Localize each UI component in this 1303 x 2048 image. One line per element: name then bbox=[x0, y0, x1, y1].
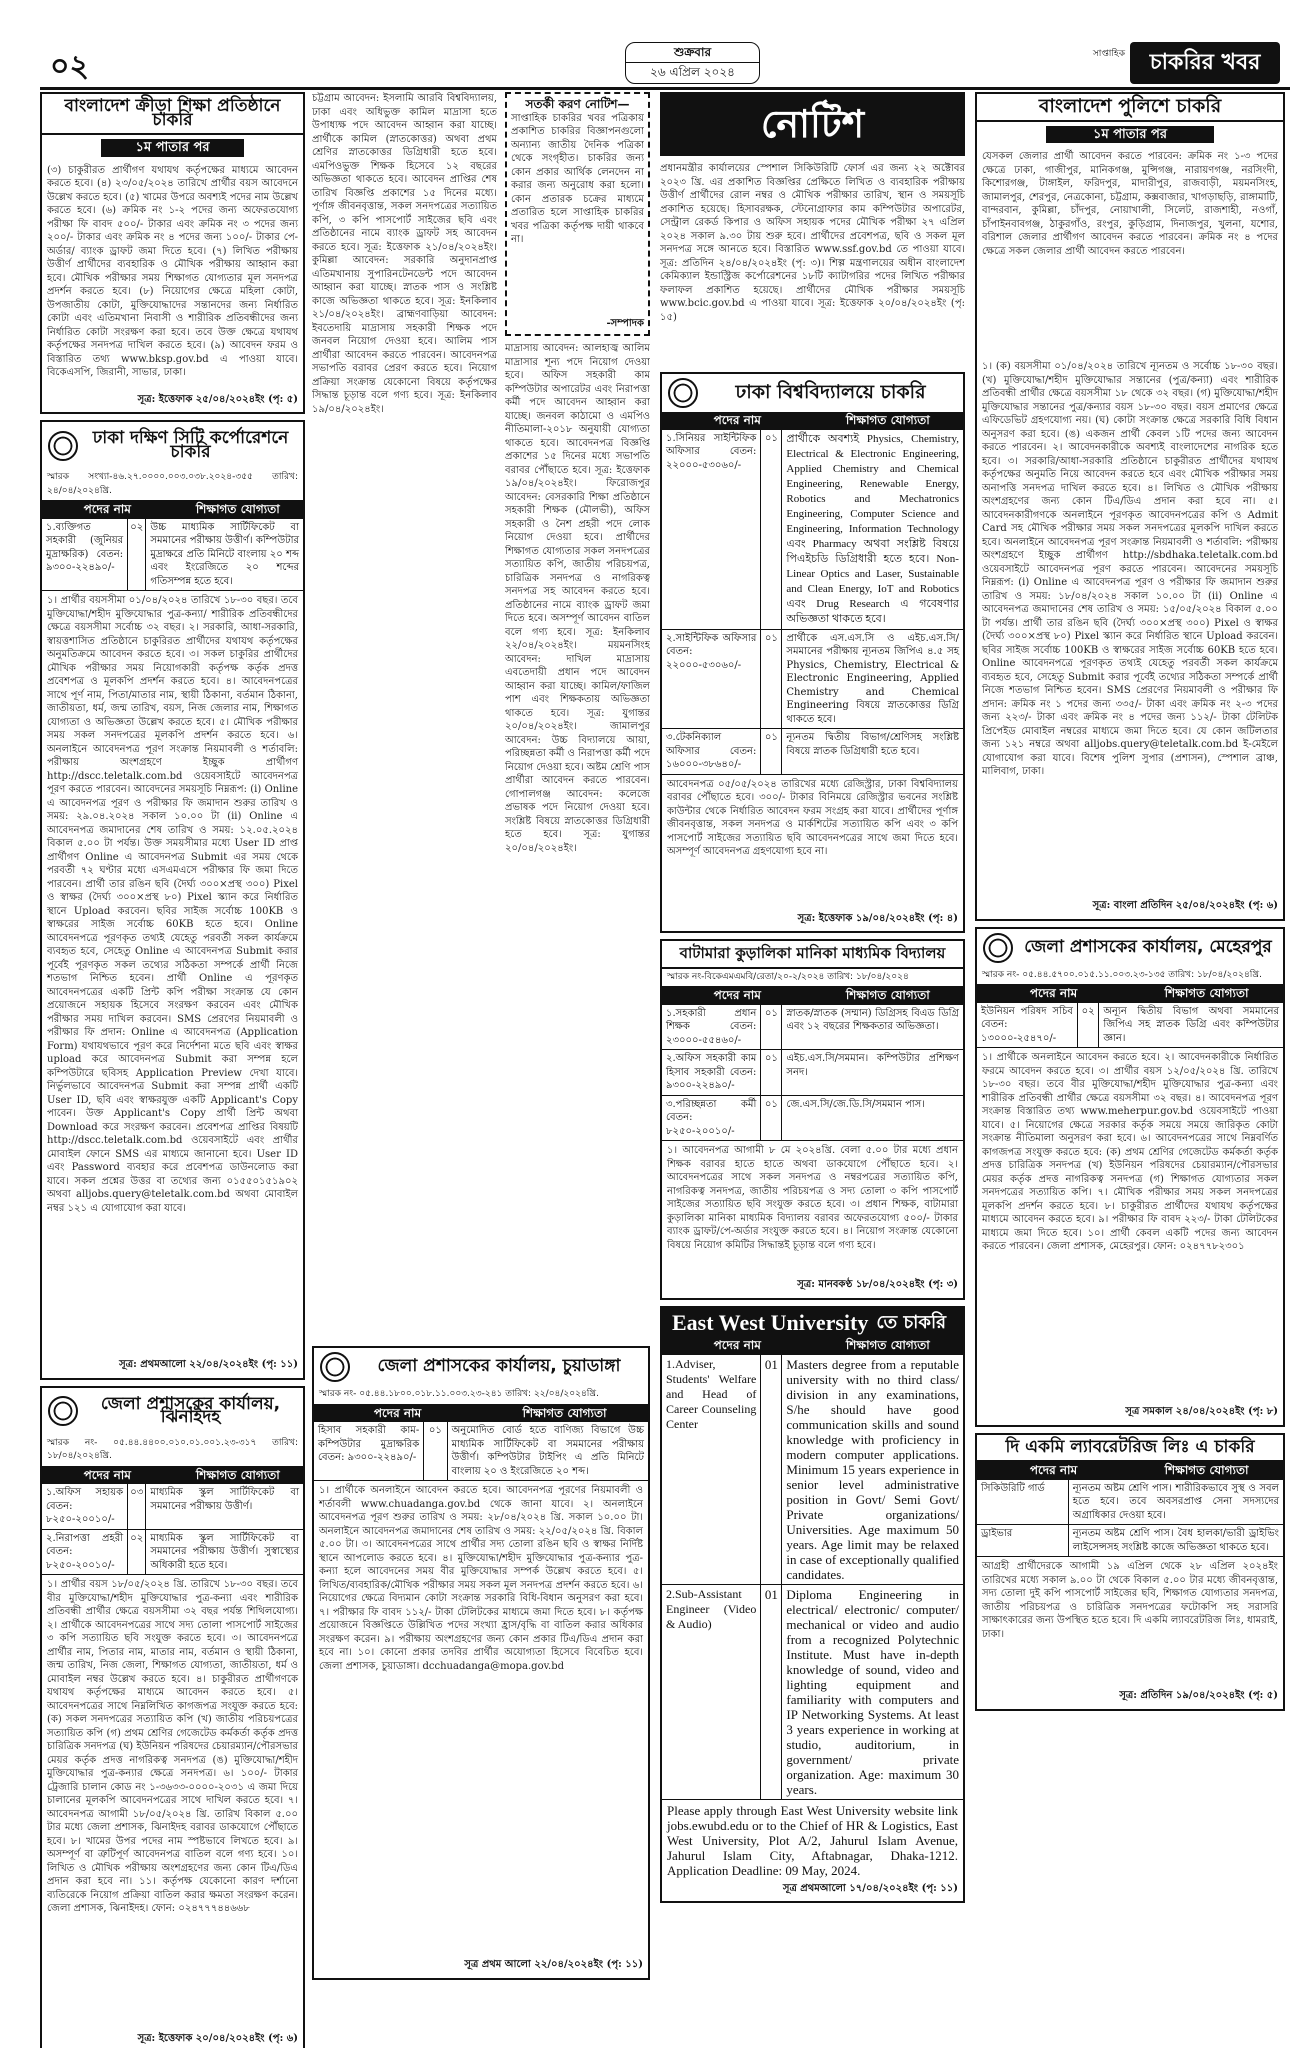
ad-header bbox=[42, 422, 303, 469]
th-qual: শিক্ষাগত যোগ্যতা bbox=[195, 502, 280, 516]
count-cell: ০১ bbox=[761, 1005, 782, 1050]
th-qual: শিক্ষাগত যোগ্যতা bbox=[845, 988, 930, 1002]
th-post: পদের নাম bbox=[713, 413, 761, 427]
count-cell: ০১ bbox=[761, 1096, 782, 1141]
table-row bbox=[977, 1525, 1283, 1557]
post-cell: ১.সিনিয়র সাইন্টিফিক অফিসার বেতন: ২২০০০-৫৩০৬০/- bbox=[662, 430, 761, 629]
post-cell: ড্রাইভার bbox=[977, 1525, 1069, 1556]
th-post: পদের নাম bbox=[83, 502, 131, 516]
table-header bbox=[662, 1337, 963, 1355]
count-cell: ০২ bbox=[128, 519, 146, 591]
ad-title: বাটামারা কুড়ালিকা মানিকা মাধ্যমিক বিদ্যালয় bbox=[662, 941, 963, 969]
acme-ad bbox=[975, 1433, 1285, 1711]
table-row bbox=[662, 630, 963, 730]
date-box bbox=[625, 42, 760, 84]
ad-body: আবেদনপত্র ০৫/০৫/২০২৪ তারিখের মধ্যে রেজিস্ট্রার, ঢাকা বিশ্ববিদ্যালয় বরাবর পৌঁছাতে হবে। ৩০০/- টাকার বিনিময়ে রেজিস্ট্রার ভবনের সংশ্লিষ্ট কাউন্টার থেকে নির্ধারিত আবেদন ফরম সংগ্রহ করা যাবে। প্রার্থীদের পূর্ণাঙ্গ জীবনবৃত্তান্ত, সকল সনদপত্র ও মার্কশিটের সত্যায়িত কপি এবং ৩ কপি পাসপোর্ট সাইজের সত্যায়িত ছবি আবেদনপত্রের সাথে জমা দিতে হবে। অসম্পূর্ণ আবেদনপত্র গ্রহণযোগ্য হবে না। bbox=[667, 778, 958, 857]
ad-title: জেলা প্রশাসকের কার্যালয়, ঝিনাইদহ bbox=[100, 1393, 281, 1427]
post-cell: ৩.পরিচ্ছন্নতা কর্মী বেতন: ৮২৫০-২০০১০/- bbox=[662, 1096, 761, 1141]
ewu-ad bbox=[660, 1306, 965, 1904]
ad-credit: সূত্র প্রথম আলো ২২/০৪/২০২৪ইং (পৃ: ১১) bbox=[464, 1959, 643, 1970]
day-label: শুক্রবার bbox=[626, 43, 759, 63]
ad-ref: স্মারক নং- ০৫.৪৪.৫৭০০.০১৫.১১.০০৩.২৩-১৩৫ তারিখ: ১৮/০৪/২০২৪খ্রি. bbox=[977, 967, 1283, 986]
table-header bbox=[662, 412, 963, 430]
table-row bbox=[662, 729, 963, 775]
bksp-ad bbox=[40, 92, 305, 414]
ad-credit: সূত্র: প্রথমআলো ২২/০৪/২০২৪ইং (পৃ: ১১) bbox=[119, 1359, 298, 1370]
th-post: পদের নাম bbox=[83, 1467, 131, 1482]
table-row bbox=[42, 1530, 303, 1576]
police-ad bbox=[975, 92, 1285, 921]
meherpur-ad bbox=[975, 927, 1285, 1427]
post-cell: ১.অফিস সহায়ক বেতন: ৮২৫০-২০০১০/- bbox=[42, 1484, 128, 1529]
school-ad bbox=[660, 939, 965, 1300]
ad-title: জেলা প্রশাসকের কার্যালয়, চুয়াডাঙ্গা bbox=[377, 1356, 621, 1377]
qual-cell: Diploma Engineering in electrical/ electronic/ computer/ mechanical or video and audio from a recognized Polytechnic Institute. Must have in-depth knowledge of sound, video and lighting equipment and familiarity with computers and IP Networking Systems. At least 3 years experience in working at studio, auditorium, in government/ private organization. Age: maximum 30 years. bbox=[786, 1586, 959, 1797]
table-row bbox=[662, 1585, 963, 1800]
count-cell: ০১ bbox=[761, 430, 782, 629]
th-qual: শিক্ষাগত যোগ্যতা bbox=[1164, 986, 1249, 1000]
th-post: পদের নাম bbox=[713, 1338, 761, 1352]
table-row bbox=[662, 1005, 963, 1051]
count-cell: ০২ bbox=[1078, 1003, 1099, 1048]
ad-title: জেলা প্রশাসকের কার্যালয়, মেহেরপুর bbox=[1024, 936, 1272, 957]
count-cell: ০৩ bbox=[128, 1484, 146, 1529]
ad-credit: সূত্র প্রথমআলো ১৭/০৪/২০২৪ইং (পৃ: ১১) bbox=[782, 1882, 958, 1894]
count-cell: 01 bbox=[761, 1355, 782, 1584]
ad-subtitle: ১ম পাতার পর bbox=[101, 139, 245, 157]
ad-title: দি একমি ল্যাবরেটরিজ লিঃ এ চাকরি bbox=[977, 1435, 1283, 1463]
count-cell: 01 bbox=[761, 1585, 782, 1799]
table-header bbox=[977, 985, 1283, 1003]
seal-icon bbox=[983, 933, 1013, 963]
qual-cell: প্রার্থীকে অবশ্যই Physics, Chemistry, Electrical & Electronic Engineering, Applied Chemistry and Chemical Engineering, Renewable Energy, Robotics and Mechatronics Engineering, Computer Science and Engineering, Information Technology এবং Pharmacy অথবা সংশ্লিষ্ট বিষয়ে পিএইচডি ডিগ্রিধারী হতে হবে। Non-Linear Optics and Laser, Sustainable and Clean Energy, IoT and Robotics এবং Drug Research এ গবেষণার অভিজ্ঞতা থাকতে হবে। bbox=[786, 432, 959, 625]
warning-notice bbox=[505, 92, 650, 336]
ad-credit: সূত্র: ইত্তেফাক ২৫/০৪/২০২৪ইং (পৃ: ৫) bbox=[137, 393, 298, 405]
count-cell: ০১ bbox=[761, 630, 782, 729]
qual-cell: অনুমোদিত বোর্ড হতে বাণিজ্য বিভাগে উচ্চ মাধ্যমিক সার্টিফিকেট বা সমমানের পরীক্ষায় উত্তীর্ণ। কম্পিউটার টাইপিং এ প্রতি মিনিটে বাংলায় ২০ ও ইংরেজিতে ২০ শব্দ। bbox=[451, 1425, 644, 1477]
table-row bbox=[314, 1422, 648, 1481]
post-cell: 2.Sub-Assistant Engineer (Video & Audio) bbox=[662, 1585, 761, 1799]
column-5 bbox=[975, 92, 1285, 1717]
count-cell: ০১ bbox=[761, 729, 782, 774]
chuadanga-column bbox=[312, 1346, 650, 1986]
ad-credit: সূত্র: মানবকণ্ঠ ১৮/০৪/২০২৪ইং (পৃ: ৩) bbox=[797, 1279, 958, 1290]
seal-icon bbox=[320, 1352, 350, 1382]
ad-body: ১। আবেদনপত্র আগামী ৮ মে ২০২৪খ্রি. বেলা ৫.০০ টার মধ্যে প্রধান শিক্ষক বরাবর হাতে হাতে অথবা ডাকযোগে পৌঁছাতে হবে। ২। আবেদনপত্রের সাথে সকল সনদপত্র ও নম্বরপত্রের সত্যায়িত কপি, নাগরিকত্ব সনদপত্র, জাতীয় পরিচয়পত্র ও সদ্য তোলা ৩ কপি পাসপোর্ট সাইজের সত্যায়িত ছবি সংযুক্ত করতে হবে। ৩। প্রধান শিক্ষক, বাটামারা কুড়ালিকা মানিকা মাধ্যমিক বিদ্যালয় বরাবর অফেরতযোগ্য ৫০০/- টাকার ব্যাংক ড্রাফট/পে-অর্ডার সংযুক্ত করতে হবে। ৪। নিয়োগ সংক্রান্ত যেকোনো বিষয়ে নিয়োগ কমিটির সিদ্ধান্তই চূড়ান্ত বলে গণ্য হবে। bbox=[667, 1145, 958, 1251]
qual-cell: জে.এস.সি/জে.ডি.সি/সমমান পাস। bbox=[786, 1098, 925, 1110]
editor-sign: -সম্পাদক bbox=[606, 317, 644, 329]
th-qual: শিক্ষাগত যোগ্যতা bbox=[195, 1467, 280, 1482]
ad-body: ১। প্রার্থীকে অনলাইনে আবেদন করতে হবে। ২। আবেদনকারীকে নির্ধারিত ফরমে আবেদন করতে হবে। ৩। প্রার্থীর বয়স ১২/০৫/২০২৪ খ্রি. তারিখে ১৮-৩০ বছর। তবে বীর মুক্তিযোদ্ধা/শহীদ মুক্তিযোদ্ধার পুত্র-কন্যা এবং শারীরিক প্রতিবন্ধী প্রার্থীর ক্ষেত্রে বয়সসীমা ৩২ বছর। ৪। আবেদনপত্র পূরণ সংক্রান্ত বিস্তারিত তথ্য www.meherpur.gov.bd ওয়েবসাইটে পাওয়া যাবে। ৫। নিয়োগের ক্ষেত্রে সরকার কর্তৃক সময়ে সময়ে জারিকৃত কোটা সংক্রান্ত নীতিমালা অনুসরণ করা হবে। ৬। আবেদনপত্রের সাথে নিম্নবর্ণিত কাগজপত্র সংযুক্ত করতে হবে: (ক) প্রথম শ্রেণির গেজেটেড কর্মকর্তা কর্তৃক প্রদত্ত চারিত্রিক সনদপত্র (খ) ইউনিয়ন পরিষদের চেয়ারম্যান/পৌরসভার মেয়র কর্তৃক প্রদত্ত নাগরিকত্ব সনদপত্র (গ) শিক্ষাগত যোগ্যতার সকল সনদপত্রের সত্যায়িত কপি। ৭। মৌখিক পরীক্ষার সময় সকল সনদপত্রের মূলকপি প্রদর্শন করতে হবে। ৮। চাকুরীরত প্রার্থীদের যথাযথ কর্তৃপক্ষের মাধ্যমে আবেদন করতে হবে। ৯। পরীক্ষার ফি বাবদ ২২৩/- টাকা টেলিটকের মাধ্যমে জমা দিতে হবে। ১০। প্রার্থী কেবল একটি পদের জন্য আবেদন করতে পারবেন। জেলা প্রশাসক, মেহেরপুর। ফোন: ০২৪৭৭৮২৩০১ bbox=[982, 1052, 1278, 1252]
qual-cell: স্নাতক/স্নাতক (সম্মান) ডিগ্রিসহ বিএড ডিগ্রি এবং ১২ বছরের শিক্ষকতার অভিজ্ঞতা। bbox=[786, 1007, 959, 1032]
qual-cell: ন্যূনতম অষ্টম শ্রেণি পাস। শারীরিকভাবে সুস্থ ও সবল হতে হবে। তবে অবসরপ্রাপ্ত সেনা সদস্যদের অগ্রাধিকার দেওয়া হবে। bbox=[1072, 1482, 1279, 1521]
warning-body: সাপ্তাহিক চাকরির খবর পত্রিকায় প্রকাশিত চাকরির বিজ্ঞাপনগুলো অন্যান্য জাতীয় দৈনিক পত্রিকা থেকে সংগৃহীত। চাকরির জন্য কোন প্রকার আর্থিক লেনদেন না করার জন্য অনুরোধ করা হলো। কোন প্রতারক চক্রের মাধ্যমে প্রতারিত হলে সাপ্তাহিক চাকরির খবর পত্রিকা কর্তৃপক্ষ দায়ী থাকবে না। bbox=[511, 112, 644, 245]
th-post: পদের নাম bbox=[1029, 986, 1078, 1000]
seal-icon bbox=[48, 1396, 78, 1426]
th-qual: শিক্ষাগত যোগ্যতা bbox=[845, 413, 930, 427]
post-cell: ২.অফিস সহকারী কাম হিসাব সহকারী বেতন: ৯৩০০-২২৪৯০/- bbox=[662, 1050, 761, 1095]
count-cell: ০১ bbox=[761, 1050, 782, 1095]
th-qual: শিক্ষাগত যোগ্যতা bbox=[1164, 1463, 1249, 1477]
ad-credit: সূত্র: ইত্তেফাক ১৯/০৪/২০২৪ইং (পৃ: ৪) bbox=[797, 912, 958, 924]
column-4 bbox=[660, 92, 965, 1909]
table-row bbox=[977, 1480, 1283, 1526]
ad-title: ঢাকা বিশ্ববিদ্যালয়ে চাকরি bbox=[735, 381, 926, 404]
qual-cell: Masters degree from a reputable university with no third class/ division in any examinations, S/he should have good communication skills and sound knowledge with proficiency in modern computer applications. Minimum 15 years experience in senior level administrative position in Govt/ Semi Govt/ Private organizations/ Universities. Age maximum 50 years. Age limit may be relaxed in case of exceptionally qualified candidates. bbox=[786, 1356, 959, 1582]
ad-title: East West University bbox=[672, 1309, 869, 1335]
post-cell: 1.Adviser, Students' Welfare and Head of Career Counseling Center bbox=[662, 1355, 761, 1584]
table-header bbox=[662, 987, 963, 1005]
date-label: ২৬ এপ্রিল ২০২৪ bbox=[650, 65, 735, 79]
count-cell: ০২ bbox=[128, 1530, 146, 1575]
th-post: পদের নাম bbox=[1029, 1463, 1078, 1477]
page-header bbox=[40, 40, 1290, 90]
post-cell: ১.সহকারী প্রধান শিক্ষক বেতন: ২৩০০০-৫৫৪৬০/- bbox=[662, 1005, 761, 1050]
ads-text: মাদ্রাসায় আবেদন: আলহাজ্ব আলিম মাদ্রাসার শূন্য পদে নিয়োগ দেওয়া হবে। অফিস সহকারী কাম কম্পিউটার অপারেটর এবং নিরাপত্তা কর্মী পদে আবেদন আহ্বান করা যাচ্ছে। জনবল কাঠামো ও এমপিও নীতিমালা-২০১৮ অনুযায়ী যোগ্যতা থাকতে হবে। আবেদনপত্র বিজ্ঞপ্তি প্রকাশের ১৫ দিনের মধ্যে সভাপতি বরাবর পৌঁছাতে হবে। সূত্র: ইত্তেফাক ১৯/০৪/২০২৪ইং। ফিরোজপুর আবেদন: বেসরকারি শিক্ষা প্রতিষ্ঠানে সহকারী শিক্ষক (মৌলভী), অফিস সহকারী ও নৈশ প্রহরী পদে লোক নিয়োগ দেওয়া হবে। প্রার্থীদের শিক্ষাগত যোগ্যতার সকল সনদপত্রের সত্যায়িত কপি, জাতীয় পরিচয়পত্র, চারিত্রিক সনদপত্র ও নাগরিকত্ব সনদপত্র সহ আবেদন করতে হবে। প্রতিষ্ঠানের নামে ব্যাংক ড্রাফট জমা দিতে হবে। অসম্পূর্ণ আবেদন বাতিল বলে গণ্য হবে। সূত্র: ইনকিলাব ২২/০৪/২০২৪ইং। ময়মনসিংহ আবেদন: দাখিল মাদ্রাসায় এবতেদায়ী প্রধান পদে আবেদন আহ্বান করা যাচ্ছে। কামিল/ফাজিল পাশ এবং শিক্ষকতায় অভিজ্ঞতা থাকতে হবে। সূত্র: যুগান্তর ২০/০৪/২০২৪ইং। জামালপুর আবেদন: উচ্চ বিদ্যালয়ে আয়া, পরিচ্ছন্নতা কর্মী ও নিরাপত্তা কর্মী পদে নিয়োগ দেওয়া হবে। অষ্টম শ্রেণি পাস প্রার্থীরা আবেদন করতে পারবেন। গোপালগঞ্জ আবেদন: কলেজে প্রভাষক পদে নিয়োগ দেওয়া হবে। সংশ্লিষ্ট বিষয়ে স্নাতকোত্তর ডিগ্রিধারী হতে হবে। সূত্র: যুগান্তর ২০/০৪/২০২৪ইং। bbox=[505, 343, 650, 854]
qual-cell: ন্যূনতম অষ্টম শ্রেণি পাস। বৈধ হালকা/ভারী ড্রাইভিং লাইসেন্সসহ সংশ্লিষ্ট কাজে অভিজ্ঞতা থাকতে হবে। bbox=[1072, 1528, 1279, 1553]
warning-title: সতর্কী করণ নোটিশ— bbox=[525, 97, 630, 111]
table-row bbox=[662, 1355, 963, 1585]
notice-body: প্রধানমন্ত্রীর কার্যালয়ের স্পেশাল সিকিউরিটি ফোর্স এর জন্য ২২ অক্টোবর ২০২৩ খ্রি. এর প্রকাশিত বিজ্ঞপ্তির প্রেক্ষিতে লিখিত ও ব্যবহারিক পরীক্ষায় উত্তীর্ণ প্রার্থীদের রোল নম্বর ও মৌখিক পরীক্ষার তারিখ, স্থান ও সময়সূচি প্রকাশিত হয়েছে। হিসাবরক্ষক, স্টেনোগ্রাফার কাম কম্পিউটার অপারেটর, সেন্ট্রাল রেকর্ড কিপার ও অফিস সহায়ক পদের মৌখিক পরীক্ষা ২৭ এপ্রিল ২০২৪ সকাল ৯.৩০ টায় শুরু হবে। প্রার্থীদের প্রবেশপত্র, ছবি ও সকল মূল সনদপত্র সঙ্গে আনতে হবে। বিস্তারিত www.ssf.gov.bd তে পাওয়া যাবে। সূত্র: প্রতিদিন ২৪/০৪/২০২৪ইং (পৃ: ৩)। শিল্প মন্ত্রণালয়ের অধীন বাংলাদেশ কেমিক্যাল ইন্ডাস্ট্রিজ কর্পোরেশনের ১৮টি ক্যাটাগরির পদের লিখিত পরীক্ষার ফলাফল প্রকাশিত হয়েছে। প্রার্থীদের মৌখিক পরীক্ষার সময়সূচি www.bcic.gov.bd এ পাওয়া যাবে। সূত্র: ইত্তেফাক ২০/০৪/২০২৪ইং (পৃ: ১৫) bbox=[660, 163, 965, 323]
ad-header bbox=[314, 1348, 648, 1386]
table-row bbox=[662, 1050, 963, 1096]
table-header bbox=[314, 1405, 648, 1423]
column-1 bbox=[40, 92, 305, 2048]
th-qual: শিক্ষাগত যোগ্যতা bbox=[522, 1405, 607, 1420]
table-header bbox=[42, 501, 303, 519]
masthead: চাকরির খবর bbox=[1130, 42, 1280, 84]
ad-credit: সূত্র: প্রতিদিন ১৯/০৪/২০২৪ইং (পৃ: ৫) bbox=[1119, 1690, 1278, 1701]
qual-cell: প্রার্থীকে এস.এস.সি ও এইচ.এস.সি/সমমানের পরীক্ষায় ন্যূনতম জিপিএ ৪.৫ সহ Physics, Chemistry, Electrical & Electronic Engineering, Applied Chemistry and Chemical Engineering বিষয়ে স্নাতকোত্তর ডিগ্রি থাকতে হবে। bbox=[786, 632, 959, 725]
ad-header bbox=[42, 1388, 303, 1435]
post-cell: সিকিউরিটি গার্ড bbox=[977, 1480, 1069, 1525]
th-qual: শিক্ষাগত যোগ্যতা bbox=[845, 1338, 930, 1352]
seal-icon bbox=[668, 378, 698, 408]
post-cell: ২.সাইন্টিফিক অফিসার বেতন: ২২০০০-৫৩০৬০/- bbox=[662, 630, 761, 729]
count-cell: ০১ bbox=[424, 1422, 447, 1480]
ad-body: ১। প্রার্থীর বয়স ১৮/০৫/২০২৪ খ্রি. তারিখে ১৮-৩০ বছর। তবে বীর মুক্তিযোদ্ধা/শহীদ মুক্তিযোদ্ধার পুত্র-কন্যা এবং শারীরিক প্রতিবন্ধী প্রার্থীর ক্ষেত্রে বয়সসীমা ৩২ বছর পর্যন্ত শিথিলযোগ্য। ২। প্রার্থীকে আবেদনপত্রের সাথে সদ্য তোলা পাসপোর্ট সাইজের ৩ কপি সত্যায়িত ছবি সংযুক্ত করতে হবে। ৩। আবেদনপত্রে প্রার্থীর নাম, পিতার নাম, মাতার নাম, বর্তমান ও স্থায়ী ঠিকানা, জন্ম তারিখ, নিজ জেলা, শিক্ষাগত যোগ্যতা, জাতীয়তা, ধর্ম ও মোবাইল নম্বর উল্লেখ করতে হবে। ৪। চাকুরীরত প্রার্থীগণকে যথাযথ কর্তৃপক্ষের মাধ্যমে আবেদন করতে হবে। ৫। আবেদনপত্রের সাথে নিম্নলিখিত কাগজপত্র সংযুক্ত করতে হবে: (ক) সকল সনদপত্রের সত্যায়িত কপি (খ) জাতীয় পরিচয়পত্রের সত্যায়িত কপি (গ) প্রথম শ্রেণির গেজেটেড কর্মকর্তা কর্তৃক প্রদত্ত চারিত্রিক সনদপত্র (ঘ) ইউনিয়ন পরিষদের চেয়ারম্যান/পৌরসভার মেয়র কর্তৃক প্রদত্ত নাগরিকত্ব সনদপত্র (ঙ) মুক্তিযোদ্ধা/শহীদ মুক্তিযোদ্ধার পুত্র-কন্যার ক্ষেত্রে সনদপত্র। ৬। ১০০/- টাকার ট্রেজারি চালান কোড নং ১-৩৬৩৩-০০০০-২০৩১ এ জমা দিয়ে চালানের মূলকপি আবেদনপত্রের সাথে দাখিল করতে হবে। ৭। আবেদনপত্র আগামী ১৮/০৫/২০২৪ খ্রি. তারিখ বিকাল ৫.০০ টার মধ্যে জেলা প্রশাসক, ঝিনাইদহ বরাবর ডাকযোগে পৌঁছাতে হবে। ৮। খামের উপর পদের নাম স্পষ্টভাবে লিখতে হবে। ৯। অসম্পূর্ণ বা ত্রুটিপূর্ণ আবেদনপত্র বাতিল বলে গণ্য হবে। ১০। লিখিত ও মৌখিক পরীক্ষায় অংশগ্রহণের জন্য কোন টিএ/ডিএ প্রদান করা হবে না। ১১। কর্তৃপক্ষ যেকোনো কারণ দর্শানো ব্যতিরেকে নিয়োগ প্রক্রিয়া বাতিল করার ক্ষমতা সংরক্ষণ করেন। জেলা প্রশাসক, ঝিনাইদহ। ফোন: ০২৪৭৭৭৪৪৬৬৮ bbox=[47, 1579, 298, 1914]
du-ad bbox=[660, 372, 965, 933]
table-row bbox=[662, 430, 963, 630]
qual-cell: মাধ্যমিক স্কুল সার্টিফিকেট বা সমমানের পরীক্ষায় উত্তীর্ণ। bbox=[150, 1487, 299, 1512]
post-cell: ১.ব্যক্তিগত সহকারী (জুনিয়র মুদ্রাক্ষরিক) বেতন: ৯৩০০-২২৪৯০/- bbox=[42, 519, 128, 591]
ad-body: যেসকল জেলার প্রার্থী আবেদন করতে পারবেন: ক্রমিক নং ১-৩ পদের ক্ষেত্রে ঢাকা, গাজীপুর, মানিকগঞ্জ, মুন্সিগঞ্জ, নারায়ণগঞ্জ, নরসিংদী, কিশোরগঞ্জ, টাঙ্গাইল, ফরিদপুর, মাদারীপুর, রাজবাড়ী, ময়মনসিংহ, জামালপুর, শেরপুর, নেত্রকোনা, চট্টগ্রাম, কক্সবাজার, খাগড়াছড়ি, রাঙ্গামাটি, বান্দরবান, কুমিল্লা, চাঁদপুর, নোয়াখালী, সিলেট, রাজশাহী, নওগাঁ, চাঁপাইনবাবগঞ্জ, ঠাকুরগাঁও, রংপুর, কুড়িগ্রাম, দিনাজপুর, খুলনা, যশোর, বরিশাল জেলার প্রার্থীগণ আবেদন করতে পারবেন। ক্রমিক নং ৪ পদের ক্ষেত্রে সকল জেলার প্রার্থী আবেদন করতে পারবেন। bbox=[982, 151, 1278, 257]
ad-ref: স্মারক সংখ্যা-৪৬.২৭.০০০০.০০৩.০৩৮.২০২৪-৩৫৫ তারিখ: ২৪/০৪/২০২৪খ্রি. bbox=[42, 469, 303, 501]
ad-header bbox=[662, 1308, 963, 1338]
column-2 bbox=[312, 92, 497, 1332]
ad-ref: স্মারক নং- ০৫.৪৪.৪৪০০.০১০.০১.০০১.২৩-৩১৭ তারিখ: ১৮/০৪/২০২৪খ্রি. bbox=[42, 1435, 303, 1467]
ad-body: ১। প্রার্থীর বয়সসীমা ০১/০৪/২০২৪ তারিখে ১৮-৩০ বছর। তবে মুক্তিযোদ্ধা/শহীদ মুক্তিযোদ্ধার পুত্র-কন্যা/ শারীরিক প্রতিবন্ধীদের ক্ষেত্রে বয়সসীমা সর্বোচ্চ ৩২ বছর। ২। সরকারি, আধা-সরকারি, স্বায়ত্তশাসিত প্রতিষ্ঠানে চাকুরিরত প্রার্থীদের যথাযথ কর্তৃপক্ষের অনুমতিক্রমে আবেদন করতে হবে। ৩। সকল চাকুরির প্রার্থীদের মৌখিক পরীক্ষার সময় নিয়োগকারী কর্তৃপক্ষ কর্তৃক প্রদত্ত প্রবেশপত্র ও মূলকপি প্রদর্শন করতে হবে। ৪। আবেদনপত্রের সাথে পূর্ণ নাম, পিতা/মাতার নাম, স্থায়ী ঠিকানা, বর্তমান ঠিকানা, জাতীয়তা, ধর্ম, জন্ম তারিখ, বয়স, নিজ জেলার নাম, শিক্ষাগত যোগ্যতা ও অভিজ্ঞতা উল্লেখ করতে হবে। ৫। মৌখিক পরীক্ষার সময় সকল সনদপত্রের মূলকপি প্রদর্শন করতে হবে। ৬। অনলাইনে আবেদনপত্র পূরণ সংক্রান্ত নিয়মাবলী ও শর্তাবলি: পরীক্ষায় অংশগ্রহণে ইচ্ছুক প্রার্থীগণ http://dscc.teletalk.com.bd ওয়েবসাইটে আবেদনপত্র পূরণ করতে পারবেন। আবেদনের সময়সূচি নিম্নরূপ: (i) Online এ আবেদনপত্র পূরণ ও পরীক্ষার ফি জমাদান শুরুর তারিখ ও সময়: ২৯.০৪.২০২৪ সকাল ১০.০০ টা (ii) Online এ আবেদনপত্র জমাদানের শেষ তারিখ ও সময়: ১২.০৫.২০২৪ বিকাল ৫.০০ টা পর্যন্ত। উক্ত সময়সীমার মধ্যে User ID প্রাপ্ত প্রার্থীগণ Online এ আবেদনপত্র Submit এর সময় থেকে পরবর্তী ৭২ ঘণ্টার মধ্যে এসএমএসে পরীক্ষার ফি জমা দিতে পারবেন। প্রার্থী তার রঙিন ছবি (দৈর্ঘ্য ৩০০×প্রস্থ ৩০০) Pixel ও স্বাক্ষর (দৈর্ঘ্য ৩০০×প্রস্থ ৮০) Pixel স্ক্যান করে নির্ধারিত স্থানে Upload করবেন। ছবির সাইজ সর্বোচ্চ 100KB ও স্বাক্ষরের সাইজ সর্বোচ্চ 60KB হতে হবে। Online আবেদনপত্রে পূরণকৃত তথ্যই যেহেতু পরবর্তী সকল কার্যক্রমে ব্যবহৃত হবে, সেহেতু Online এ আবেদনপত্র Submit করার পূর্বেই পূরণকৃত সকল তথ্যের সঠিকতা সম্পর্কে প্রার্থী নিজে শতভাগ নিশ্চিত হবেন। প্রার্থী Online এ পূরণকৃত আবেদনপত্রের একটি প্রিন্ট কপি পরীক্ষা সংক্রান্ত যে কোন প্রয়োজনে সহায়ক হিসেবে সংরক্ষণ করবেন এবং মৌখিক পরীক্ষার সময় দাখিল করবেন। SMS প্রেরণের নিয়মাবলী ও পরীক্ষার ফি প্রদান: Online এ আবেদনপত্র (Application Form) যথাযথভাবে পূরণ করে নির্দেশনা মতে ছবি এবং স্বাক্ষর upload করে আবেদনপত্র Submit করা সম্পন্ন হলে কম্পিউটারে ছবিসহ Application Preview দেখা যাবে। নির্ভুলভাবে আবেদনপত্র Submit করা সম্পন্ন প্রার্থী একটি User ID, ছবি এবং স্বাক্ষরযুক্ত একটি Applicant's Copy পাবেন। উক্ত Applicant's Copy প্রার্থী প্রিন্ট অথবা Download করে সংরক্ষণ করবেন। প্রবেশপত্র প্রাপ্তির বিষয়টি http://dscc.teletalk.com.bd ওয়েবসাইটে এবং প্রার্থীর মোবাইল ফোনে SMS এর মাধ্যমে জানানো হবে। User ID এবং Password ব্যবহার করে প্রবেশপত্র ডাউনলোড করা যাবে। সকল প্রশ্নের উত্তর বা তথ্যের জন্য ০১৫৫০১৫১৯০২ অথবা alljobs.query@teletalk.com.bd অথবা মোবাইল নম্বর ১২১ এ যোগাযোগ করা যাবে। bbox=[47, 595, 298, 1214]
ad-body: (৩) চাকুরীরত প্রার্থীগণ যথাযথ কর্তৃপক্ষের মাধ্যমে আবেদন করতে হবে। (৪) ২৩/০৫/২০২৪ তারিখে প্রার্থীর বয়স আবেদনে উল্লেখ করতে হবে। (৫) খামের উপরে অবশ্যই পদের নাম উল্লেখ করতে হবে। (৬) ক্রমিক নং ১-২ পদের জন্য অফেরতযোগ্য পরীক্ষা ফি বাবদ ৫০০/- টাকার এবং ক্রমিক নং ৩ পদের জন্য ২০০/- টাকার এবং ক্রমিক নং ৪ পদের জন্য ১০০/- টাকার পে-অর্ডার/ ব্যাংক ড্রাফট জমা দিতে হবে। (৭) লিখিত পরীক্ষায় উত্তীর্ণ প্রার্থীদের ব্যবহারিক ও মৌখিক পরীক্ষায় আহ্বান করা হবে। মৌখিক পরীক্ষার সময় শিক্ষাগত যোগ্যতার মূল সনদপত্র প্রদর্শন করতে হবে। (৮) নিয়োগের ক্ষেত্রে মহিলা কোটা, উপজাতীয় কোটা, মুক্তিযোদ্ধাদের সন্তানদের জন্য নির্ধারিত কোটা এবং এতিমখানা নিবাসী ও শারীরিক প্রতিবন্ধীদের জন্য নির্ধারিত কোটা সংরক্ষণ করা হবে। তবে উক্ত ক্ষেত্রে যথাযথ কর্তৃপক্ষের সনদপত্র দাখিল করতে হবে। (৯) আবেদন ফরম ও বিস্তারিত তথ্য www.bksp.gov.bd এ পাওয়া যাবে। বিকেএসপি, জিরানী, সাভার, ঢাকা। bbox=[47, 164, 298, 378]
chuadanga-ad bbox=[312, 1346, 650, 1980]
table-row bbox=[42, 519, 303, 592]
ad-body: Please apply through East West University website link jobs.ewubd.edu or to the Chief of HR & Logistics, East West University, Plot A/2, Jahurul Islam Avenue, Jahurul Islam City, Aftabnagar, Dhaka-1212. Application Deadline: 09 May, 2024. bbox=[667, 1802, 958, 1878]
qual-cell: মাধ্যমিক স্কুল সার্টিফিকেট বা সমমানের পরীক্ষায় উত্তীর্ণ। সুস্বাস্থ্যের অধিকারী হতে হবে। bbox=[150, 1532, 299, 1571]
ad-credit: সূত্র: ইত্তেফাক ২০/০৪/২০২৪ইং (পৃ: ৬) bbox=[137, 2033, 298, 2044]
table-row bbox=[662, 1096, 963, 1142]
notice-title: নোটিশ bbox=[660, 92, 965, 156]
column-3 bbox=[505, 92, 650, 1332]
ad-credit: সূত্র সমকাল ২৪/০৪/২০২৪ইং (পৃ: ৮) bbox=[1125, 1406, 1278, 1417]
th-post: পদের নাম bbox=[373, 1405, 422, 1420]
seal-icon bbox=[48, 431, 78, 461]
ad-ref: স্মারক নং- ০৫.৪৪.১৮০০.০১৮.১১.০০৩.২৩-২৪১ তারিখ: ২২/০৪/২০২৪খ্রি. bbox=[314, 1386, 648, 1405]
jhenaidah-ad bbox=[40, 1386, 305, 2048]
table-row bbox=[977, 1003, 1283, 1049]
ad-header bbox=[977, 929, 1283, 967]
post-cell: হিসাব সহকারী কাম-কম্পিউটার মুদ্রাক্ষরিক বেতন: ৯৩০০-২২৪৯০/- bbox=[314, 1422, 424, 1480]
post-cell: ৩.টেকনিক্যাল অফিসার বেতন: ১৬০০০-৩৮৬৪০/- bbox=[662, 729, 761, 774]
ad-title: ঢাকা দক্ষিণ সিটি কর্পোরেশনে চাকরি bbox=[92, 428, 289, 462]
ads-text: চট্টগ্রাম আবেদন: ইসলামি আরবি বিশ্ববিদ্যালয়, ঢাকা এবং অধিভুক্ত কামিল মাদ্রাসা হতে উপাধ্যক্ষ পদে আবেদন আহ্বান করা যাচ্ছে। প্রার্থীকে কামিল (স্নাতকোত্তর) অথবা প্রথম শ্রেণির স্নাতকোত্তর ডিগ্রিধারী হতে হবে। এমপিওভুক্ত শিক্ষক হিসেবে ১২ বছরের অভিজ্ঞতা থাকতে হবে। আবেদন প্রাপ্তির শেষ তারিখ বিজ্ঞপ্তি প্রকাশের ১৫ দিনের মধ্যে। পূর্ণাঙ্গ জীবনবৃত্তান্ত, সকল সনদপত্রের সত্যায়িত কপি, ৩ কপি পাসপোর্ট সাইজের ছবি এবং প্রতিষ্ঠানের নামে ব্যাংক ড্রাফট সহ আবেদন করতে হবে। সূত্র: ইত্তেফাক ২১/০৪/২০২৪ইং। কুমিল্লা আবেদন: সরকারি অনুদানপ্রাপ্ত এতিমখানায় সুপারিনটেনডেন্ট পদে আবেদন আহ্বান করা যাচ্ছে। স্নাতক পাস ও সংশ্লিষ্ট কাজে অভিজ্ঞতা থাকতে হবে। সূত্র: ইনকিলাব ২১/০৪/২০২৪ইং। ব্রাহ্মণবাড়িয়া আবেদন: ইবতেদায়ি মাদ্রাসায় সহকারী শিক্ষক পদে জনবল নিয়োগ দেওয়া হবে। আলিম পাস প্রার্থীরা আবেদন করতে পারবেন। আবেদনপত্র সভাপতি বরাবর প্রেরণ করতে হবে। নিয়োগ প্রক্রিয়া সংক্রান্ত যেকোনো বিষয়ে কর্তৃপক্ষের সিদ্ধান্ত চূড়ান্ত বলে গণ্য হবে। সূত্র: ইনকিলাব ১৯/০৪/২০২৪ইং। bbox=[312, 93, 497, 415]
ad-ref: স্মারক নং-বিকেএমএমবি/রেতা/২০-২/২০২৪ তারিখ: ১৮/০৪/২০২৪ bbox=[662, 969, 963, 988]
ad-title: বাংলাদেশ পুলিশে চাকরি bbox=[977, 94, 1283, 122]
table-row bbox=[42, 1484, 303, 1530]
ad-title-tag: তে চাকরি bbox=[876, 1311, 947, 1333]
qual-cell: অন্যূন দ্বিতীয় বিভাগ অথবা সমমানের জিপিএ সহ স্নাতক ডিগ্রি এবং কম্পিউটার জ্ঞান। bbox=[1103, 1005, 1279, 1044]
post-cell: ইউনিয়ন পরিষদ সচিব বেতন: ১৩০০০-২৫৪৭০/- bbox=[977, 1003, 1078, 1048]
table-header bbox=[977, 1462, 1283, 1480]
ad-body-2: ১। (ক) বয়সসীমা ০১/০৪/২০২৪ তারিখে ন্যূনতম ও সর্বোচ্চ ১৮-৩০ বছর। (খ) মুক্তিযোদ্ধা/শহীদ মুক্তিযোদ্ধার সন্তানের (পুত্র/কন্যা) এবং শারীরিক প্রতিবন্ধী প্রার্থীর ক্ষেত্রে বয়সসীমা ১৮ থেকে ৩২ বছর। (গ) মুক্তিযোদ্ধা/শহীদ মুক্তিযোদ্ধার সন্তানের পুত্র/কন্যার বয়স ১৮-৩০ বছর। বয়স প্রমাণের ক্ষেত্রে এফিডেভিট গ্রহণযোগ্য নয়। (ঘ) কোটা সংক্রান্ত ক্ষেত্রে সরকারি বিধি বিধান অনুসরণ করা হবে। (ঙ) একজন প্রার্থী কেবল ১টি পদের জন্য আবেদন করতে পারবেন। ২। আবেদনকারীকে অবশ্যই বাংলাদেশের নাগরিক হতে হবে। ৩। সরকারি/আধা-সরকারি প্রতিষ্ঠানে চাকুরীরত প্রার্থীদের যথাযথ কর্তৃপক্ষের অনুমতি নিয়ে আবেদন করতে হবে এবং মৌখিক পরীক্ষার সময় অনাপত্তি সনদপত্র দাখিল করতে হবে। ৪। লিখিত ও মৌখিক পরীক্ষায় অংশগ্রহণের জন্য কোন টিএ/ডিএ প্রদান করা হবে না। ৫। আবেদনকারীগণকে অনলাইনে পূরণকৃত আবেদনপত্রের কপি ও Admit Card সহ মৌখিক পরীক্ষার সময় সকল সনদপত্রের মূলকপি দাখিল করতে হবে। অনলাইনে আবেদনপত্র পূরণ সংক্রান্ত নিয়মাবলী ও শর্তাবলি: পরীক্ষায় অংশগ্রহণে ইচ্ছুক প্রার্থীগণ http://sbdhaka.teletalk.com.bd ওয়েবসাইটে আবেদনপত্র পূরণ করতে পারবেন। আবেদনের সময়সূচি নিম্নরূপ: (i) Online এ আবেদনপত্র পূরণ ও পরীক্ষার ফি জমাদান শুরুর তারিখ ও সময়: ১৮/০৪/২০২৪ সকাল ১০.০০ টা (ii) Online এ আবেদনপত্র জমাদানের শেষ তারিখ ও সময়: ১৫/০৫/২০২৪ বিকাল ৫.০০ টা পর্যন্ত। প্রার্থী তার রঙিন ছবি (দৈর্ঘ্য ৩০০×প্রস্থ ৩০০) Pixel ও স্বাক্ষর (দৈর্ঘ্য ৩০০×প্রস্থ ৮০) Pixel স্ক্যান করে নির্ধারিত স্থানে Upload করবেন। ছবির সাইজ সর্বোচ্চ 100KB ও স্বাক্ষরের সাইজ সর্বোচ্চ 60KB হতে হবে। Online আবেদনপত্রে পূরণকৃত তথ্যই যেহেতু পরবর্তী সকল কার্যক্রমে ব্যবহৃত হবে, সেহেতু Submit করার পূর্বেই তথ্যের সঠিকতা সম্পর্কে প্রার্থী নিজে শতভাগ নিশ্চিত হবেন। SMS প্রেরণের নিয়মাবলী ও পরীক্ষার ফি প্রদান: ক্রমিক নং ১ পদের জন্য ৩৩৫/- টাকা এবং ক্রমিক নং ২-৩ পদের জন্য ২২৩/- টাকা এবং ক্রমিক নং ৪ পদের জন্য ১১২/- টাকা টেলিটক প্রিপেইড মোবাইল নম্বরের মাধ্যমে জমা দিতে হবে। যে কোন জটিলতার জন্য ১২১ নম্বরে অথবা alljobs.query@teletalk.com.bd ই-মেইলে যোগাযোগ করা যাবে। বিশেষ পুলিশ সুপার (প্রশাসন), স্পেশাল ব্রাঞ্চ, মালিবাগ, ঢাকা। bbox=[982, 361, 1278, 777]
qual-cell: ন্যূনতম দ্বিতীয় বিভাগ/শ্রেণিসহ সংশ্লিষ্ট বিষয়ে স্নাতক ডিগ্রিধারী হতে হবে। bbox=[786, 732, 959, 757]
ad-body: আগ্রহী প্রার্থীদেরকে আগামী ১৯ এপ্রিল থেকে ২৮ এপ্রিল ২০২৪ইং তারিখের মধ্যে সকাল ৯.০০ টা থেকে বিকাল ৫.০০ টার মধ্যে জীবনবৃত্তান্ত, সদ্য তোলা দুই কপি পাসপোর্ট সাইজের ছবি, শিক্ষাগত যোগ্যতার সনদপত্র, জাতীয় পরিচয়পত্র ও চারিত্রিক সনদপত্রের ফটোকপি সহ সরাসরি সাক্ষাৎকারের জন্য উপস্থিত হতে হবে। দি একমি ল্যাবরেটরিজ লিঃ, ধামরাই, ঢাকা। bbox=[982, 1561, 1278, 1640]
qual-cell: এইচ.এস.সি/সমমান। কম্পিউটার প্রশিক্ষণ সনদ। bbox=[786, 1053, 959, 1078]
ad-header bbox=[662, 374, 963, 412]
page-number: ০২ bbox=[50, 49, 90, 84]
table-header bbox=[42, 1467, 303, 1485]
th-post: পদের নাম bbox=[713, 988, 761, 1002]
ad-subtitle: ১ম পাতার পর bbox=[1046, 126, 1214, 144]
dscc-ad bbox=[40, 420, 305, 1380]
ad-title: বাংলাদেশ ক্রীড়া শিক্ষা প্রতিষ্ঠানে চাকরি bbox=[42, 94, 303, 135]
ad-credit: সূত্র: বাংলা প্রতিদিন ২৫/০৪/২০২৪ইং (পৃ: ৬) bbox=[1092, 900, 1278, 911]
masthead-tag: সাপ্তাহিক bbox=[1092, 49, 1125, 59]
qual-cell: উচ্চ মাধ্যমিক সার্টিফিকেট বা সমমানের পরীক্ষায় উত্তীর্ণ। কম্পিউটার মুদ্রাক্ষরে প্রতি মিনিটে বাংলায় ২০ শব্দ এবং ইংরেজিতে ২০ শব্দের গতিসম্পন্ন হতে হবে। bbox=[150, 521, 299, 587]
post-cell: ২.নিরাপত্তা প্রহরী বেতন: ৮২৫০-২০০১০/- bbox=[42, 1530, 128, 1575]
ad-body: ১। প্রার্থীকে অনলাইনে আবেদন করতে হবে। আবেদনপত্র পূরণের নিয়মাবলী ও শর্তাবলী www.chuadanga.gov.bd থেকে জানা যাবে। ২। অনলাইনে আবেদনপত্র পূরণ শুরুর তারিখ ও সময়: ২৮/০৪/২০২৪ খ্রি. সকাল ১০.০০ টা। অনলাইনে আবেদনপত্র জমাদানের শেষ তারিখ ও সময়: ২২/০৫/২০২৪ খ্রি. বিকাল ৫.০০ টা। ৩। আবেদনপত্রের সাথে প্রার্থীর সদ্য তোলা রঙিন ছবি ও স্বাক্ষর নির্দিষ্ট স্থানে আপলোড করতে হবে। ৪। মুক্তিযোদ্ধা/শহীদ মুক্তিযোদ্ধার পুত্র-কন্যার পুত্র-কন্যা হলে আবেদনের সময় বীর মুক্তিযোদ্ধার সম্পর্ক উল্লেখ করতে হবে। ৫। লিখিত/ব্যবহারিক/মৌখিক পরীক্ষার সময় সকল মূল সনদপত্র প্রদর্শন করতে হবে। ৬। নিয়োগের ক্ষেত্রে বিদ্যমান কোটা সংক্রান্ত সরকারি বিধি-বিধান অনুসরণ করা হবে। ৭। পরীক্ষার ফি বাবদ ১১২/- টাকা টেলিটকের মাধ্যমে জমা দিতে হবে। ৮। কর্তৃপক্ষ প্রয়োজনে বিজ্ঞপ্তিতে উল্লিখিত পদের সংখ্যা হ্রাস/বৃদ্ধি বা বাতিল করার অধিকার সংরক্ষণ করেন। ৯। পরীক্ষায় অংশগ্রহণের জন্য কোন প্রকার টিএ/ডিএ প্রদান করা হবে না। ১০। কোনো প্রকার তদবির প্রার্থীর অযোগ্যতা হিসেবে বিবেচিত হবে। জেলা প্রশাসক, চুয়াডাঙ্গা। dcchuadanga@mopa.gov.bd bbox=[319, 1485, 643, 1672]
